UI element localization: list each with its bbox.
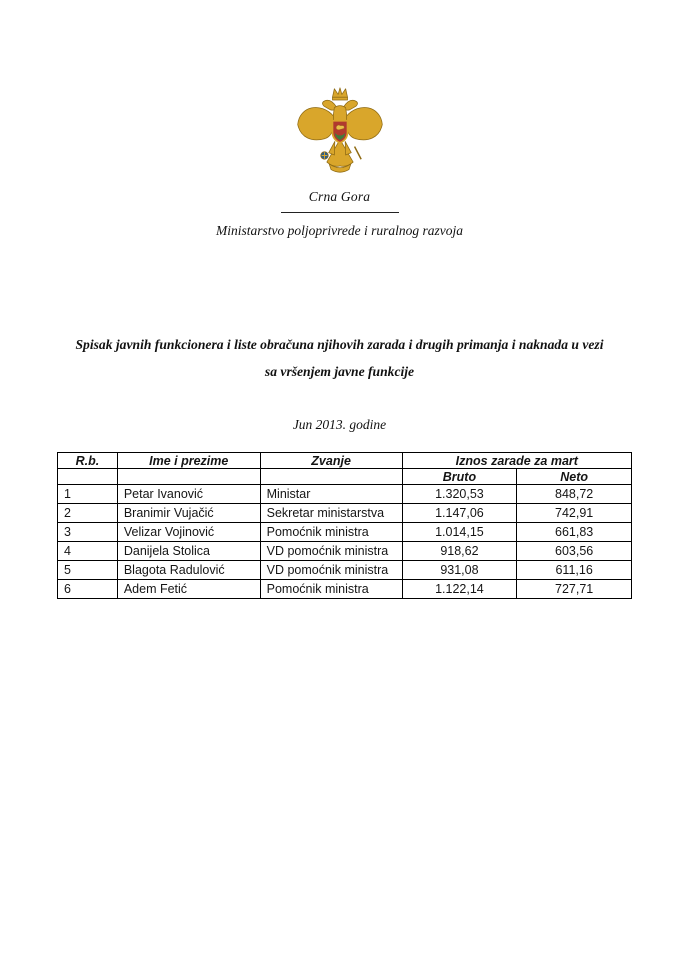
cell-rb: 4 (58, 542, 118, 561)
cell-bruto: 1.320,53 (402, 485, 517, 504)
cell-neto: 603,56 (517, 542, 632, 561)
scepter-icon (354, 147, 361, 160)
cell-bruto: 1.014,15 (402, 523, 517, 542)
table-row (58, 523, 632, 542)
divider-line (281, 212, 399, 213)
header-position: Zvanje (260, 453, 402, 469)
country-name: Crna Gora (308, 189, 371, 204)
header-rb: R.b. (58, 453, 118, 469)
cell-position: Pomoćnik ministra (260, 580, 402, 599)
cell-rb: 1 (58, 485, 118, 504)
cell-name: Petar Ivanović (117, 485, 260, 504)
table-header-row-1 (58, 453, 632, 469)
document-title-line2: sa vršenjem javne funkcije (264, 364, 415, 379)
table-row (58, 542, 632, 561)
header-empty-rb (58, 469, 118, 485)
cell-name: Adem Fetić (117, 580, 260, 599)
cell-position: Pomoćnik ministra (260, 523, 402, 542)
cell-position: Ministar (260, 485, 402, 504)
ministry-name: Ministarstvo poljoprivrede i ruralnog razvoja (216, 223, 463, 238)
coat-of-arms-icon (293, 85, 387, 179)
cell-neto: 611,16 (517, 561, 632, 580)
cell-bruto: 931,08 (402, 561, 517, 580)
header-name: Ime i prezime (117, 453, 260, 469)
crown-icon (332, 88, 347, 97)
document-title (38, 331, 641, 385)
cell-position: Sekretar ministarstva (260, 504, 402, 523)
table-row (58, 504, 632, 523)
cell-bruto: 918,62 (402, 542, 517, 561)
cell-name: Danijela Stolica (117, 542, 260, 561)
cell-neto: 661,83 (517, 523, 632, 542)
cell-name: Velizar Vojinović (117, 523, 260, 542)
header-neto: Neto (517, 469, 632, 485)
cell-bruto: 1.147,06 (402, 504, 517, 523)
salary-table (57, 452, 632, 599)
cell-name: Blagota Radulović (117, 561, 260, 580)
cell-rb: 5 (58, 561, 118, 580)
document-date: Jun 2013. godine (292, 417, 387, 432)
header-empty-position (260, 469, 402, 485)
cell-neto: 848,72 (517, 485, 632, 504)
coat-of-arms-montenegro (292, 84, 388, 180)
cell-position: VD pomoćnik ministra (260, 542, 402, 561)
table-row (58, 561, 632, 580)
cell-neto: 742,91 (517, 504, 632, 523)
cell-name: Branimir Vujačić (117, 504, 260, 523)
cell-position: VD pomoćnik ministra (260, 561, 402, 580)
header-salary-group: Iznos zarade za mart (402, 453, 631, 469)
document-title-line1: Spisak javnih funkcionera i liste obračuna njihovih zarada i drugih primanja i naknada u vezi (75, 337, 604, 352)
cell-bruto: 1.122,14 (402, 580, 517, 599)
header-empty-name (117, 469, 260, 485)
cell-rb: 6 (58, 580, 118, 599)
header-bruto: Bruto (402, 469, 517, 485)
table-header-row-2 (58, 469, 632, 485)
cell-rb: 2 (58, 504, 118, 523)
cell-rb: 3 (58, 523, 118, 542)
table-row (58, 485, 632, 504)
cell-neto: 727,71 (517, 580, 632, 599)
table-row (58, 580, 632, 599)
